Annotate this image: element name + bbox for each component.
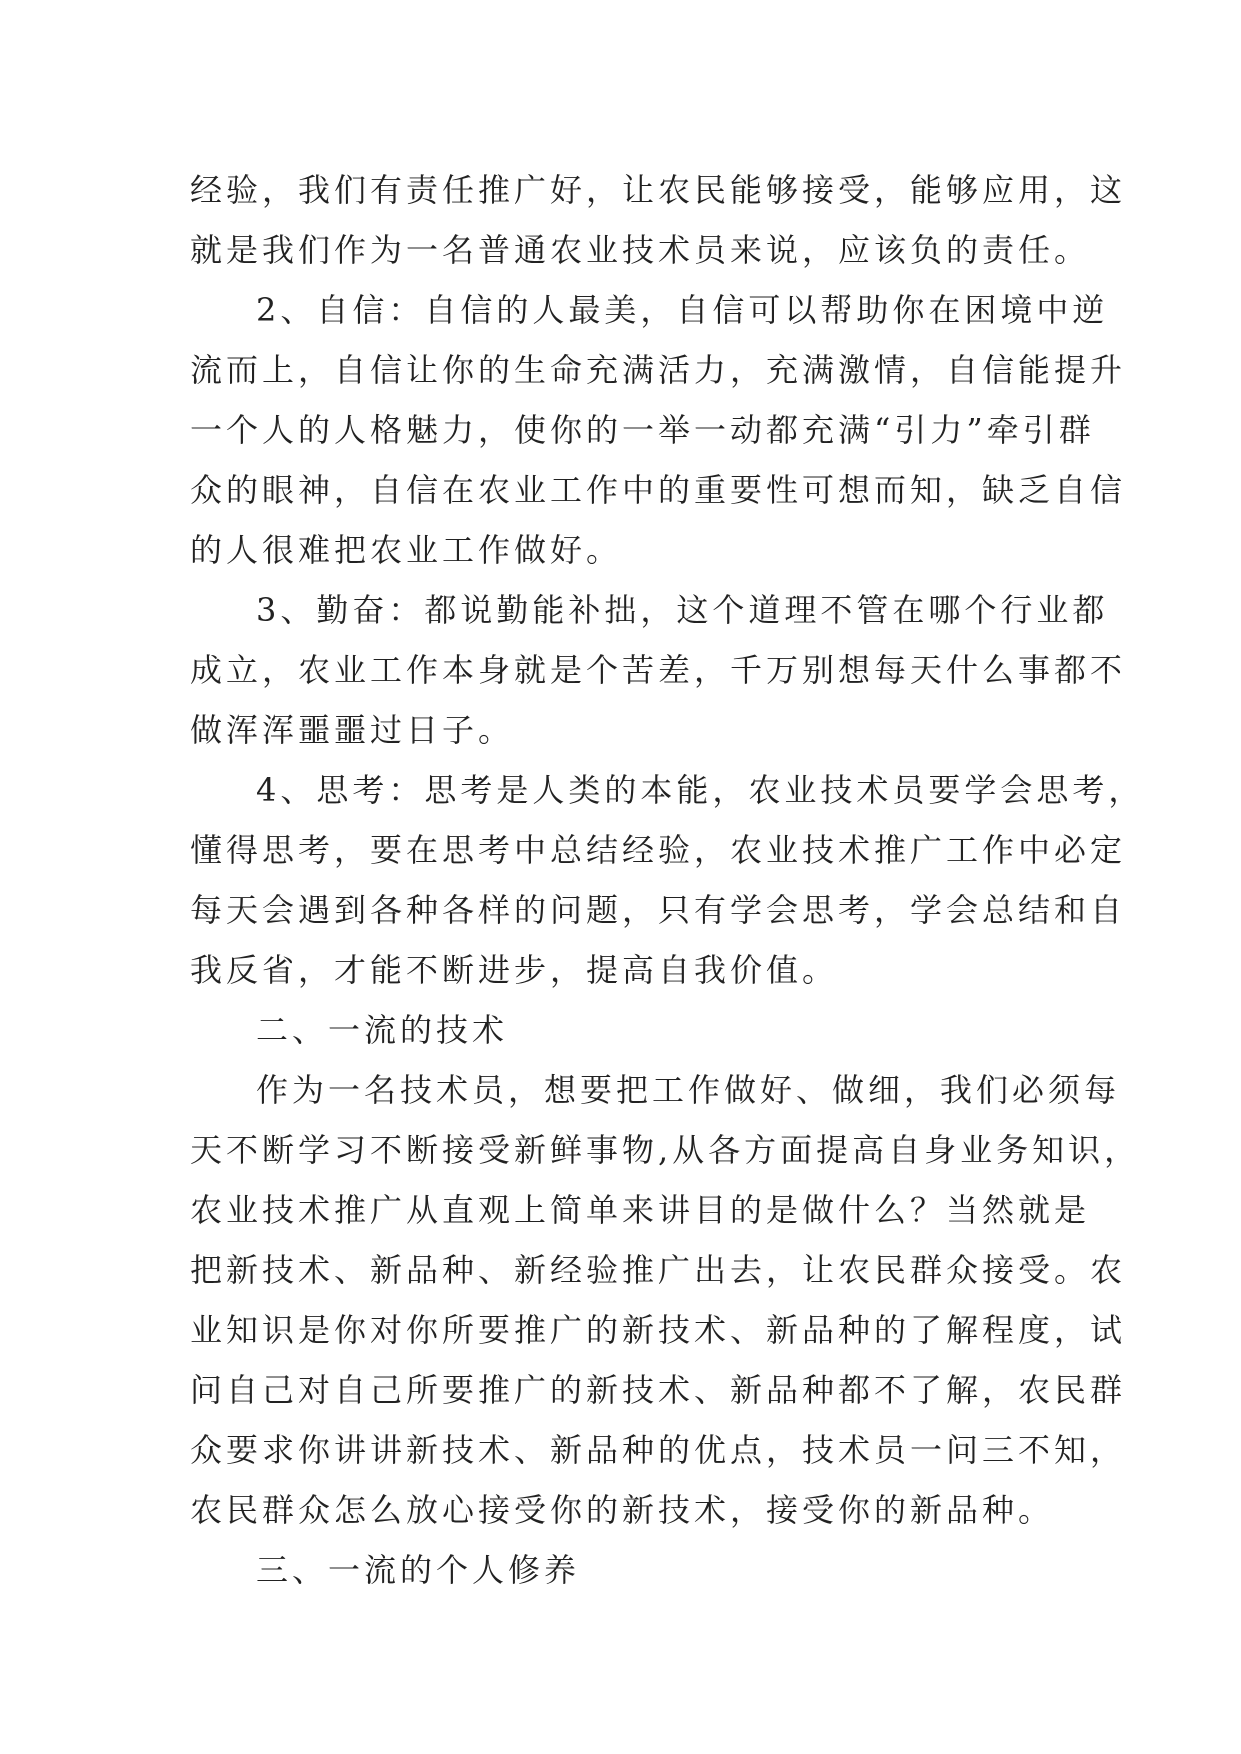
body-line: 一个人的人格魅力，使你的一举一动都充满“引力”牵引群 (190, 411, 1095, 449)
body-line: 众的眼神，自信在农业工作中的重要性可想而知，缺乏自信 (190, 471, 1127, 509)
body-line: 把新技术、新品种、新经验推广出去，让农民群众接受。农 (190, 1251, 1127, 1289)
section-heading: 三、一流的个人修养 (256, 1551, 581, 1589)
body-line: 就是我们作为一名普通农业技术员来说，应该负的责任。 (190, 231, 1091, 269)
body-line: 我反省，才能不断进步，提高自我价值。 (190, 951, 839, 989)
body-line: 农业技术推广从直观上简单来讲目的是做什么？当然就是 (190, 1191, 1091, 1229)
body-line: 做浑浑噩噩过日子。 (190, 711, 515, 749)
body-line: 流而上，自信让你的生命充满活力，充满激情，自信能提升 (190, 351, 1127, 389)
body-line: 作为一名技术员，想要把工作做好、做细，我们必须每 (256, 1071, 1121, 1109)
section-heading: 二、一流的技术 (256, 1011, 509, 1049)
body-line: 的人很难把农业工作做好。 (190, 531, 623, 569)
body-line: 每天会遇到各种各样的问题，只有学会思考，学会总结和自 (190, 891, 1127, 929)
body-line: 天不断学习不断接受新鲜事物,从各方面提高自身业务知识， (190, 1131, 1141, 1169)
document-body (190, 160, 1145, 1600)
body-line: 业知识是你对你所要推广的新技术、新品种的了解程度，试 (190, 1311, 1127, 1349)
body-line: 3、勤奋：都说勤能补拙，这个道理不管在哪个行业都 (256, 591, 1109, 629)
body-line: 众要求你讲讲新技术、新品种的优点，技术员一问三不知， (190, 1431, 1127, 1469)
body-line: 问自己对自己所要推广的新技术、新品种都不了解，农民群 (190, 1371, 1127, 1409)
body-line: 懂得思考，要在思考中总结经验，农业技术推广工作中必定 (190, 831, 1127, 869)
body-line: 2、自信：自信的人最美，自信可以帮助你在困境中逆 (256, 291, 1109, 329)
body-line: 农民群众怎么放心接受你的新技术，接受你的新品种。 (190, 1491, 1055, 1529)
body-line: 经验，我们有责任推广好，让农民能够接受，能够应用，这 (190, 171, 1127, 209)
body-line: 4、思考：思考是人类的本能，农业技术员要学会思考， (256, 771, 1145, 809)
body-line: 成立，农业工作本身就是个苦差，千万别想每天什么事都不 (190, 651, 1127, 689)
